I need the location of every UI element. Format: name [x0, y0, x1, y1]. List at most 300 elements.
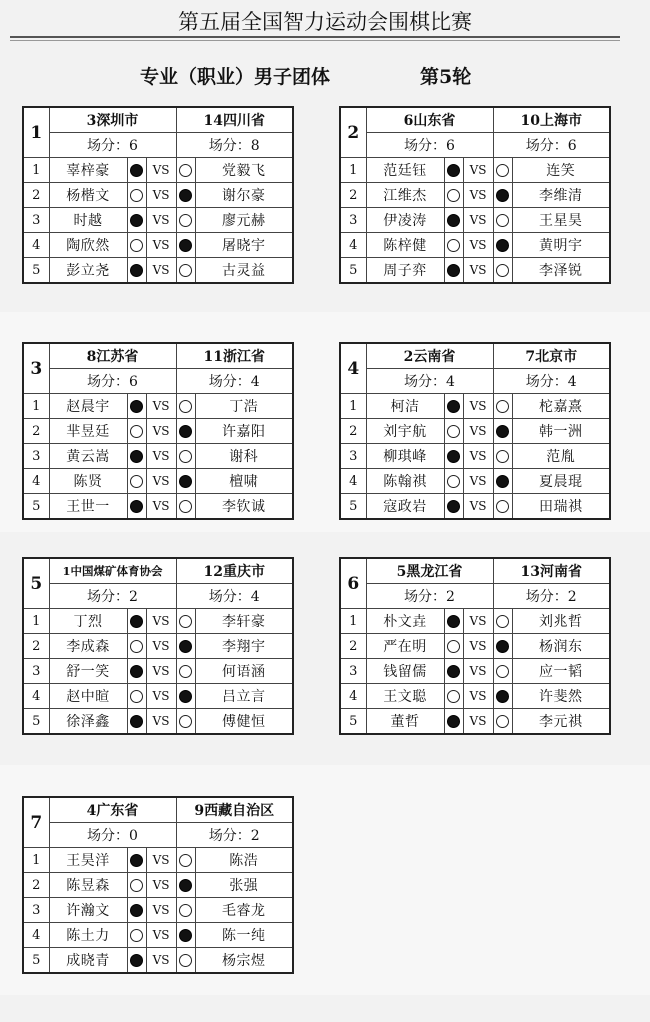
team-a-score: 场分：6: [49, 133, 176, 158]
black-stone-icon: [496, 189, 509, 202]
player-b-stone: [176, 659, 195, 684]
board-number: 2: [23, 634, 49, 659]
player-a-name: 时越: [49, 208, 127, 233]
player-b-stone: [493, 709, 512, 735]
player-a-stone: [127, 158, 146, 183]
black-stone-icon: [130, 400, 143, 413]
black-stone-icon: [130, 854, 143, 867]
player-b-stone: [176, 444, 195, 469]
board-row: [340, 394, 610, 419]
board-number: 5: [23, 709, 49, 735]
player-a-name: 李成森: [49, 634, 127, 659]
board-row: [23, 494, 293, 520]
vs-label: VS: [463, 444, 493, 469]
black-stone-icon: [179, 640, 192, 653]
white-stone-icon: [179, 214, 192, 227]
player-b-stone: [176, 923, 195, 948]
match-number: 1: [23, 107, 49, 158]
team-a-score: 场分：6: [366, 133, 493, 158]
match-number: 3: [23, 343, 49, 394]
board-row: [23, 948, 293, 974]
player-b-stone: [493, 659, 512, 684]
black-stone-icon: [130, 665, 143, 678]
player-a-stone: [127, 684, 146, 709]
player-b-stone: [176, 183, 195, 208]
player-a-name: 朴文垚: [366, 609, 444, 634]
black-stone-icon: [179, 879, 192, 892]
board-number: 2: [23, 873, 49, 898]
player-a-name: 柳琪峰: [366, 444, 444, 469]
board-row: [23, 233, 293, 258]
player-a-stone: [444, 258, 463, 284]
player-b-stone: [493, 158, 512, 183]
white-stone-icon: [179, 450, 192, 463]
vs-label: VS: [463, 684, 493, 709]
player-b-stone: [493, 444, 512, 469]
team-b-score: 场分：4: [176, 584, 293, 609]
player-a-stone: [444, 634, 463, 659]
board-number: 3: [23, 659, 49, 684]
player-b-name: 谢尔豪: [195, 183, 293, 208]
white-stone-icon: [130, 239, 143, 252]
team-a-score: 场分：6: [49, 369, 176, 394]
player-a-name: 成晓青: [49, 948, 127, 974]
team-a-name: 1中国煤矿体育协会: [49, 558, 176, 584]
player-b-stone: [493, 208, 512, 233]
player-a-stone: [127, 659, 146, 684]
title-rule-thin: [10, 40, 620, 41]
match-table: [22, 796, 294, 974]
match-number: 6: [340, 558, 366, 609]
match-number: 4: [340, 343, 366, 394]
player-b-name: 陈浩: [195, 848, 293, 873]
player-a-stone: [127, 444, 146, 469]
board-row: [340, 419, 610, 444]
black-stone-icon: [496, 690, 509, 703]
board-number: 1: [340, 158, 366, 183]
team-b-name: 7北京市: [493, 343, 610, 369]
white-stone-icon: [447, 640, 460, 653]
board-row: [23, 609, 293, 634]
board-number: 4: [23, 684, 49, 709]
board-number: 3: [23, 444, 49, 469]
board-number: 3: [340, 444, 366, 469]
match-table: [339, 106, 611, 284]
player-b-name: 党毅飞: [195, 158, 293, 183]
player-b-stone: [176, 469, 195, 494]
player-b-name: 檀啸: [195, 469, 293, 494]
player-a-stone: [444, 394, 463, 419]
player-b-name: 廖元赫: [195, 208, 293, 233]
white-stone-icon: [179, 400, 192, 413]
board-number: 4: [340, 684, 366, 709]
white-stone-icon: [496, 164, 509, 177]
player-a-stone: [444, 158, 463, 183]
team-b-name: 9西藏自治区: [176, 797, 293, 823]
vs-label: VS: [463, 183, 493, 208]
board-row: [23, 873, 293, 898]
white-stone-icon: [130, 879, 143, 892]
player-b-stone: [493, 258, 512, 284]
board-row: [23, 659, 293, 684]
vs-label: VS: [146, 494, 176, 520]
player-b-name: 李元祺: [512, 709, 610, 735]
board-number: 1: [23, 609, 49, 634]
board-row: [23, 923, 293, 948]
player-b-stone: [176, 948, 195, 974]
black-stone-icon: [447, 615, 460, 628]
player-b-stone: [493, 634, 512, 659]
vs-label: VS: [463, 158, 493, 183]
black-stone-icon: [130, 500, 143, 513]
player-a-stone: [127, 848, 146, 873]
board-number: 1: [340, 394, 366, 419]
player-a-name: 江维杰: [366, 183, 444, 208]
player-a-name: 芈昱廷: [49, 419, 127, 444]
board-row: [23, 394, 293, 419]
player-b-name: 柁嘉熹: [512, 394, 610, 419]
board-number: 2: [340, 419, 366, 444]
white-stone-icon: [496, 500, 509, 513]
board-row: [340, 634, 610, 659]
black-stone-icon: [447, 665, 460, 678]
player-b-name: 田瑞祺: [512, 494, 610, 520]
vs-label: VS: [463, 609, 493, 634]
player-a-name: 钱留儒: [366, 659, 444, 684]
page-title: 第五届全国智力运动会围棋比赛: [178, 10, 472, 34]
vs-label: VS: [463, 709, 493, 735]
white-stone-icon: [496, 214, 509, 227]
match-table: [339, 342, 611, 520]
match-number: 7: [23, 797, 49, 848]
white-stone-icon: [179, 164, 192, 177]
player-b-stone: [493, 684, 512, 709]
match-table: [22, 557, 294, 735]
vs-label: VS: [146, 419, 176, 444]
player-b-stone: [176, 898, 195, 923]
player-b-name: 连笑: [512, 158, 610, 183]
black-stone-icon: [179, 189, 192, 202]
player-a-name: 黄云嵩: [49, 444, 127, 469]
vs-label: VS: [146, 634, 176, 659]
black-stone-icon: [496, 425, 509, 438]
board-number: 1: [23, 848, 49, 873]
board-number: 3: [23, 898, 49, 923]
board-number: 5: [23, 494, 49, 520]
team-a-name: 6山东省: [366, 107, 493, 133]
board-number: 3: [23, 208, 49, 233]
player-a-name: 舒一笑: [49, 659, 127, 684]
player-b-name: 李维清: [512, 183, 610, 208]
board-row: [340, 684, 610, 709]
board-number: 5: [340, 494, 366, 520]
board-number: 3: [340, 659, 366, 684]
board-row: [340, 158, 610, 183]
team-b-score: 场分：2: [493, 584, 610, 609]
black-stone-icon: [130, 615, 143, 628]
black-stone-icon: [496, 475, 509, 488]
white-stone-icon: [179, 665, 192, 678]
round-label: 第5轮: [420, 66, 472, 88]
player-b-stone: [493, 233, 512, 258]
player-b-stone: [493, 609, 512, 634]
match-table: [22, 342, 294, 520]
white-stone-icon: [179, 954, 192, 967]
player-a-name: 赵晨宇: [49, 394, 127, 419]
player-a-stone: [127, 923, 146, 948]
player-a-stone: [127, 634, 146, 659]
player-a-name: 陈昱森: [49, 873, 127, 898]
player-b-name: 屠晓宇: [195, 233, 293, 258]
board-row: [340, 609, 610, 634]
board-number: 2: [340, 183, 366, 208]
player-a-stone: [444, 709, 463, 735]
board-row: [23, 208, 293, 233]
player-b-stone: [493, 469, 512, 494]
board-number: 5: [340, 258, 366, 284]
player-b-name: 何语涵: [195, 659, 293, 684]
player-a-stone: [444, 469, 463, 494]
player-a-stone: [127, 494, 146, 520]
player-b-name: 傅健恒: [195, 709, 293, 735]
player-a-stone: [444, 659, 463, 684]
player-b-stone: [493, 494, 512, 520]
board-row: [340, 494, 610, 520]
black-stone-icon: [130, 954, 143, 967]
team-b-score: 场分：2: [176, 823, 293, 848]
black-stone-icon: [496, 239, 509, 252]
match-table: [339, 557, 611, 735]
player-a-name: 杨楷文: [49, 183, 127, 208]
board-number: 4: [23, 469, 49, 494]
white-stone-icon: [447, 189, 460, 202]
team-b-score: 场分：6: [493, 133, 610, 158]
board-row: [23, 158, 293, 183]
board-number: 4: [23, 233, 49, 258]
board-number: 2: [23, 419, 49, 444]
white-stone-icon: [496, 400, 509, 413]
black-stone-icon: [447, 715, 460, 728]
player-a-stone: [444, 233, 463, 258]
vs-label: VS: [463, 208, 493, 233]
player-b-name: 丁浩: [195, 394, 293, 419]
white-stone-icon: [447, 690, 460, 703]
player-b-stone: [493, 419, 512, 444]
player-a-stone: [127, 898, 146, 923]
board-number: 5: [340, 709, 366, 735]
player-a-stone: [127, 183, 146, 208]
player-a-name: 徐泽鑫: [49, 709, 127, 735]
white-stone-icon: [130, 425, 143, 438]
black-stone-icon: [447, 500, 460, 513]
player-b-name: 黄明宇: [512, 233, 610, 258]
player-a-name: 董哲: [366, 709, 444, 735]
player-a-stone: [127, 208, 146, 233]
player-a-stone: [444, 494, 463, 520]
black-stone-icon: [130, 450, 143, 463]
match-table: [22, 106, 294, 284]
player-a-name: 丁烈: [49, 609, 127, 634]
white-stone-icon: [179, 715, 192, 728]
board-row: [340, 444, 610, 469]
player-a-name: 周子弈: [366, 258, 444, 284]
black-stone-icon: [179, 239, 192, 252]
player-b-name: 杨润东: [512, 634, 610, 659]
vs-label: VS: [146, 469, 176, 494]
vs-label: VS: [146, 183, 176, 208]
white-stone-icon: [179, 904, 192, 917]
player-b-name: 李翔宇: [195, 634, 293, 659]
white-stone-icon: [130, 189, 143, 202]
player-b-name: 吕立言: [195, 684, 293, 709]
player-a-name: 严在明: [366, 634, 444, 659]
black-stone-icon: [130, 264, 143, 277]
player-b-name: 李钦诚: [195, 494, 293, 520]
black-stone-icon: [447, 164, 460, 177]
board-row: [23, 419, 293, 444]
black-stone-icon: [496, 640, 509, 653]
player-a-name: 王世一: [49, 494, 127, 520]
vs-label: VS: [146, 873, 176, 898]
vs-label: VS: [146, 609, 176, 634]
board-row: [23, 444, 293, 469]
white-stone-icon: [447, 425, 460, 438]
team-b-score: 场分：4: [176, 369, 293, 394]
black-stone-icon: [179, 929, 192, 942]
player-b-stone: [176, 873, 195, 898]
player-a-stone: [127, 469, 146, 494]
black-stone-icon: [130, 904, 143, 917]
player-a-name: 寇政岩: [366, 494, 444, 520]
board-row: [23, 684, 293, 709]
vs-label: VS: [146, 394, 176, 419]
player-b-name: 张强: [195, 873, 293, 898]
player-b-name: 李泽锐: [512, 258, 610, 284]
black-stone-icon: [130, 715, 143, 728]
player-b-stone: [176, 258, 195, 284]
board-row: [340, 709, 610, 735]
match-number: 2: [340, 107, 366, 158]
team-b-name: 12重庆市: [176, 558, 293, 584]
black-stone-icon: [130, 214, 143, 227]
white-stone-icon: [179, 500, 192, 513]
black-stone-icon: [179, 690, 192, 703]
white-stone-icon: [496, 715, 509, 728]
vs-label: VS: [146, 848, 176, 873]
player-a-stone: [444, 419, 463, 444]
player-b-name: 谢科: [195, 444, 293, 469]
board-number: 1: [23, 394, 49, 419]
player-a-name: 赵中暄: [49, 684, 127, 709]
player-a-stone: [127, 948, 146, 974]
player-b-name: 许斐然: [512, 684, 610, 709]
team-a-name: 3深圳市: [49, 107, 176, 133]
white-stone-icon: [179, 854, 192, 867]
player-a-name: 陈翰祺: [366, 469, 444, 494]
board-number: 4: [23, 923, 49, 948]
board-row: [23, 709, 293, 735]
white-stone-icon: [496, 615, 509, 628]
vs-label: VS: [146, 233, 176, 258]
player-a-name: 伊凌涛: [366, 208, 444, 233]
vs-label: VS: [463, 419, 493, 444]
player-a-name: 陶欣然: [49, 233, 127, 258]
player-b-name: 毛睿龙: [195, 898, 293, 923]
player-a-stone: [444, 684, 463, 709]
player-b-name: 刘兆哲: [512, 609, 610, 634]
player-b-name: 夏晨琨: [512, 469, 610, 494]
board-number: 1: [23, 158, 49, 183]
team-a-score: 场分：4: [366, 369, 493, 394]
player-b-name: 范胤: [512, 444, 610, 469]
board-row: [340, 208, 610, 233]
player-b-stone: [493, 183, 512, 208]
player-b-stone: [176, 684, 195, 709]
player-a-stone: [127, 709, 146, 735]
board-row: [340, 469, 610, 494]
vs-label: VS: [463, 494, 493, 520]
player-b-stone: [176, 419, 195, 444]
player-b-name: 应一韬: [512, 659, 610, 684]
player-a-name: 范廷钰: [366, 158, 444, 183]
player-b-stone: [176, 848, 195, 873]
white-stone-icon: [130, 929, 143, 942]
vs-label: VS: [146, 684, 176, 709]
white-stone-icon: [130, 475, 143, 488]
board-number: 3: [340, 208, 366, 233]
board-row: [23, 183, 293, 208]
vs-label: VS: [146, 158, 176, 183]
team-b-name: 14四川省: [176, 107, 293, 133]
player-a-stone: [127, 873, 146, 898]
board-row: [23, 634, 293, 659]
vs-label: VS: [146, 898, 176, 923]
vs-label: VS: [146, 923, 176, 948]
player-a-stone: [127, 233, 146, 258]
board-number: 4: [340, 233, 366, 258]
vs-label: VS: [463, 258, 493, 284]
team-b-name: 13河南省: [493, 558, 610, 584]
vs-label: VS: [146, 444, 176, 469]
event-subtitle: 专业（职业）男子团体: [140, 66, 331, 88]
white-stone-icon: [447, 475, 460, 488]
black-stone-icon: [447, 450, 460, 463]
board-row: [340, 258, 610, 284]
player-a-name: 陈土力: [49, 923, 127, 948]
player-a-stone: [444, 609, 463, 634]
board-row: [340, 233, 610, 258]
player-a-stone: [127, 394, 146, 419]
board-number: 5: [23, 948, 49, 974]
player-b-stone: [176, 394, 195, 419]
board-number: 1: [340, 609, 366, 634]
board-row: [23, 898, 293, 923]
team-a-name: 5黑龙江省: [366, 558, 493, 584]
player-a-name: 许瀚文: [49, 898, 127, 923]
player-b-stone: [176, 494, 195, 520]
board-row: [340, 659, 610, 684]
player-a-stone: [444, 183, 463, 208]
black-stone-icon: [447, 400, 460, 413]
white-stone-icon: [130, 640, 143, 653]
team-a-name: 2云南省: [366, 343, 493, 369]
vs-label: VS: [463, 634, 493, 659]
player-a-name: 陈贤: [49, 469, 127, 494]
black-stone-icon: [179, 475, 192, 488]
white-stone-icon: [496, 264, 509, 277]
player-a-stone: [127, 258, 146, 284]
team-a-name: 8江苏省: [49, 343, 176, 369]
